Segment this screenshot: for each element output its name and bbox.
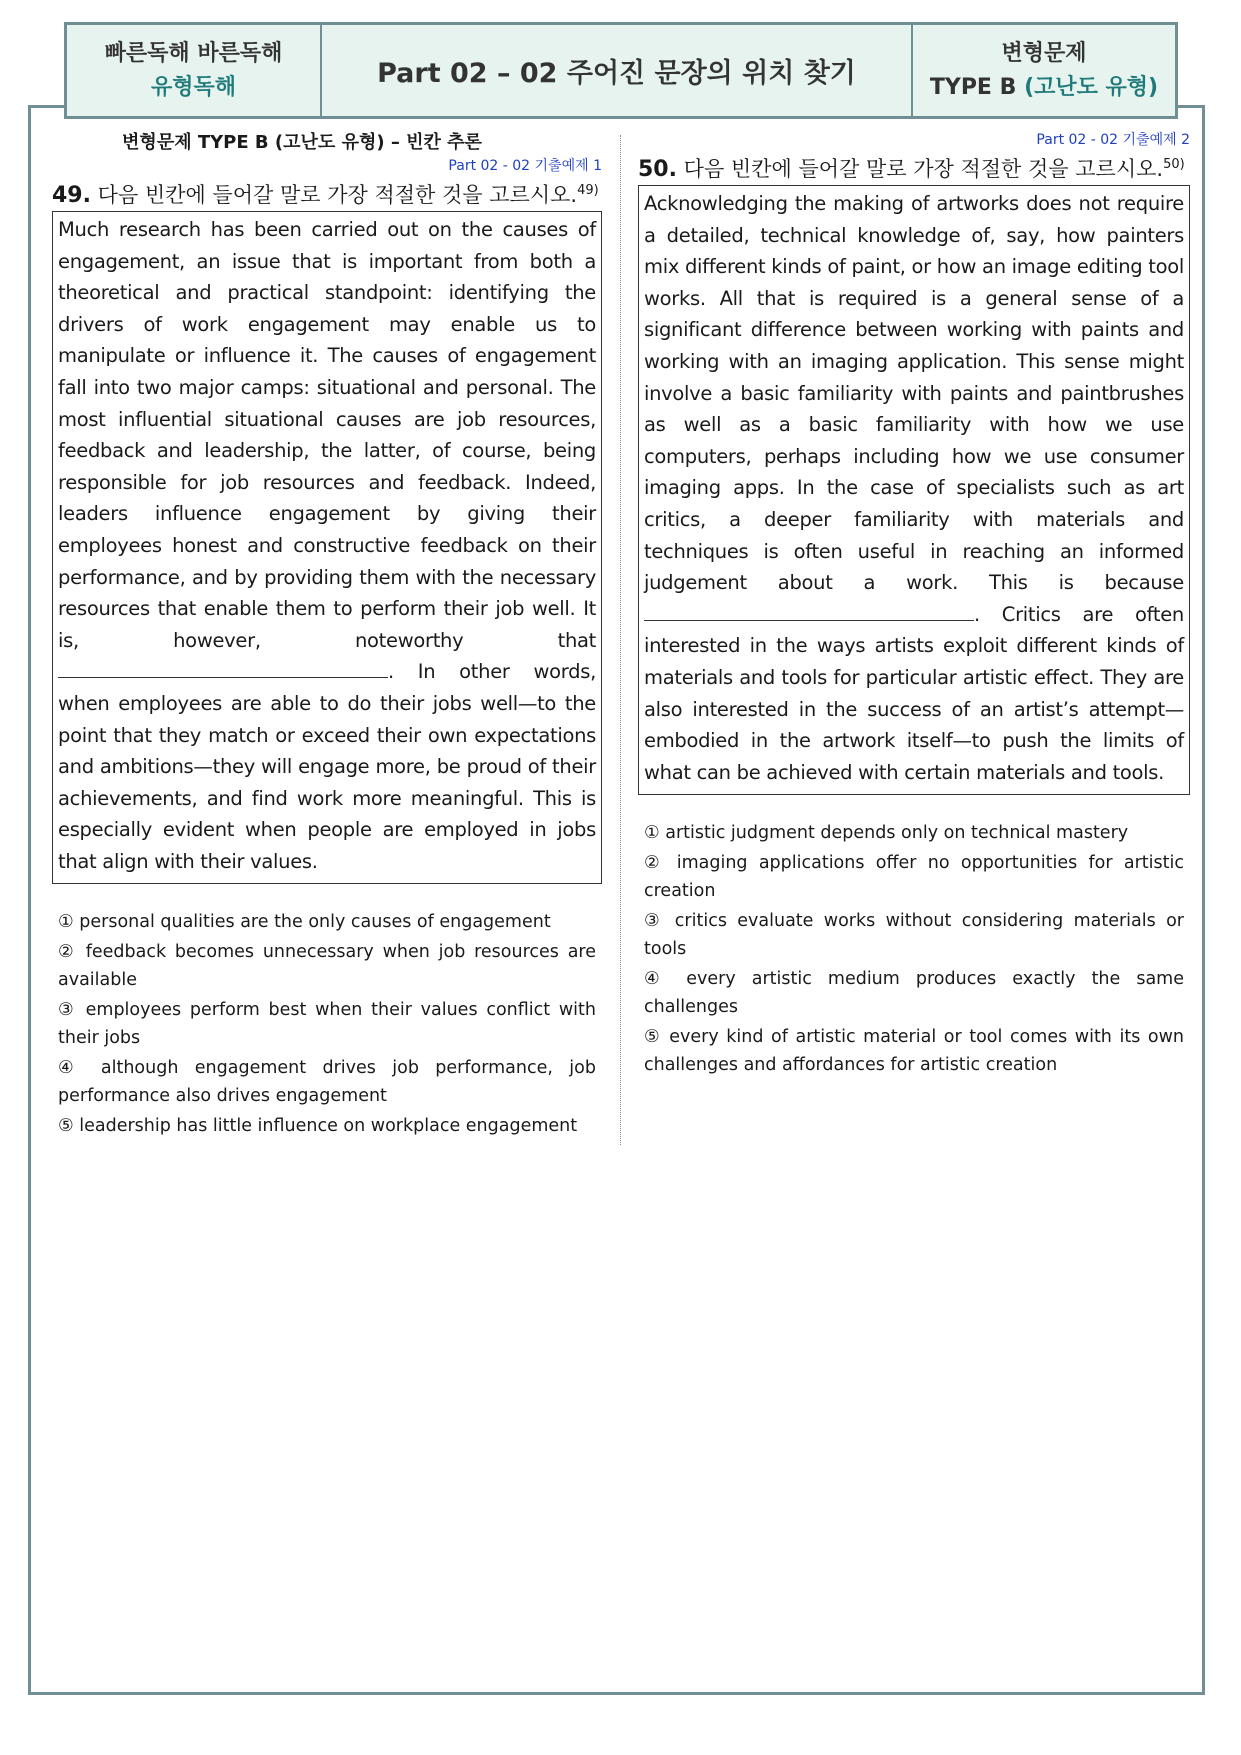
header-title-cell — [322, 25, 913, 116]
question-50-passage — [638, 185, 1190, 795]
header-book-title: 빠른독해 바른독해 — [104, 40, 283, 66]
answer-blank-49 — [58, 657, 388, 678]
option-49-2[interactable]: ② feedback becomes unnecessary when job resources are available — [58, 941, 596, 991]
header-type-code: TYPE B — [929, 74, 1017, 100]
option-49-4[interactable]: ④ although engagement drives job performance, job performance also drives engagement — [58, 1057, 596, 1107]
option-50-2[interactable]: ② imaging applications offer no opportunities for artistic creation — [644, 852, 1184, 902]
question-49-number: 49. — [52, 183, 91, 208]
header-type-label: 변형문제 — [1001, 40, 1087, 66]
question-50-column — [638, 130, 1190, 1081]
question-49-text: 다음 빈칸에 들어갈 말로 가장 적절한 것을 고르시오. — [97, 183, 578, 207]
question-49-source: Part 02 - 02 기출예제 1 — [448, 158, 602, 174]
question-50-text: 다음 빈칸에 들어갈 말로 가장 적절한 것을 고르시오. — [683, 157, 1164, 181]
question-49-options — [52, 908, 602, 1140]
header-type-value — [930, 71, 1158, 105]
option-49-1[interactable]: ① personal qualities are the only causes of engagement — [58, 912, 551, 933]
option-50-3[interactable]: ③ critics evaluate works without considering materials or tools — [644, 910, 1184, 960]
header-book-cell — [67, 25, 322, 116]
option-50-5[interactable]: ⑤ every kind of artistic material or tool comes with its own challenges and affordances for artistic creation — [644, 1026, 1184, 1076]
passage-50-after-blank: . Critics are often interested in the ways artists exploit different kinds of materials and tools for particular artistic effect. They are also interested in the success of an artist’s attempt—embodied in the artwork itself—to push the limits of what can be achieved with certain materials and tools. — [644, 602, 1184, 784]
header-type-difficulty: (고난도 유형) — [1024, 74, 1159, 100]
header-title: Part 02 – 02 주어진 문장의 위치 찾기 — [377, 58, 856, 89]
option-50-4[interactable]: ④ every artistic medium produces exactly the same challenges — [644, 968, 1184, 1018]
question-50-options — [638, 819, 1190, 1080]
header-type-cell — [913, 25, 1175, 116]
question-50-prompt — [638, 150, 1190, 185]
option-50-1[interactable]: ① artistic judgment depends only on technical mastery — [644, 823, 1129, 844]
passage-49-after-blank: . In other words, when employees are able to do their jobs well—to the point that they match or exceed their own expectations and ambitions—they will engage more, be proud of their achievements, and find work more meaningful. This is especially evident when people are employed in jobs that align with their values. — [58, 660, 596, 873]
answer-blank-50 — [644, 600, 974, 621]
page-header — [64, 22, 1178, 119]
question-50-footnote: 50) — [1163, 157, 1185, 172]
question-49-passage — [52, 211, 602, 884]
question-50-number: 50. — [638, 157, 677, 182]
header-book-subtitle: 유형독해 — [150, 74, 236, 100]
question-50-source: Part 02 - 02 기출예제 2 — [1036, 132, 1190, 148]
section-title: 변형문제 TYPE B (고난도 유형) – 빈칸 추론 — [122, 132, 482, 153]
column-divider — [620, 135, 621, 1145]
passage-50-before-blank: Acknowledging the making of artworks does not require a detailed, technical knowledge of, say, how painters mix different kinds of paint, or how an image editing tool works. All that is required is a general sense of a significant difference between working with paints and working with an imaging application. This sense might involve a basic familiarity with paints and paintbrushes as well as a basic familiarity with how we use computers, perhaps including how we use consumer imaging apps. In the case of specialists such as art critics, a deeper familiarity with materials and techniques is often useful in reaching an informed judgement about a work. This is because — [644, 192, 1184, 595]
question-49-prompt — [52, 176, 602, 211]
option-49-3[interactable]: ③ employees perform best when their values conflict with their jobs — [58, 999, 596, 1049]
passage-49-before-blank: Much research has been carried out on the causes of engagement, an issue that is important from both a theoretical and practical standpoint: identifying the drivers of work engagement may enable us to manipulate or influence it. The causes of engagement fall into two major camps: situational and personal. The most influential situational causes are job resources, feedback and leadership, the latter, of course, being responsible for job resources and feedback. Indeed, leaders influence engagement by giving their employees honest and constructive feedback on their performance, and by providing them with the necessary resources that enable them to perform their job well. It is, however, noteworthy that — [58, 218, 596, 652]
option-49-5[interactable]: ⑤ leadership has little influence on workplace engagement — [58, 1115, 578, 1136]
question-49-footnote: 49) — [577, 183, 599, 198]
question-49-column — [52, 130, 602, 1141]
